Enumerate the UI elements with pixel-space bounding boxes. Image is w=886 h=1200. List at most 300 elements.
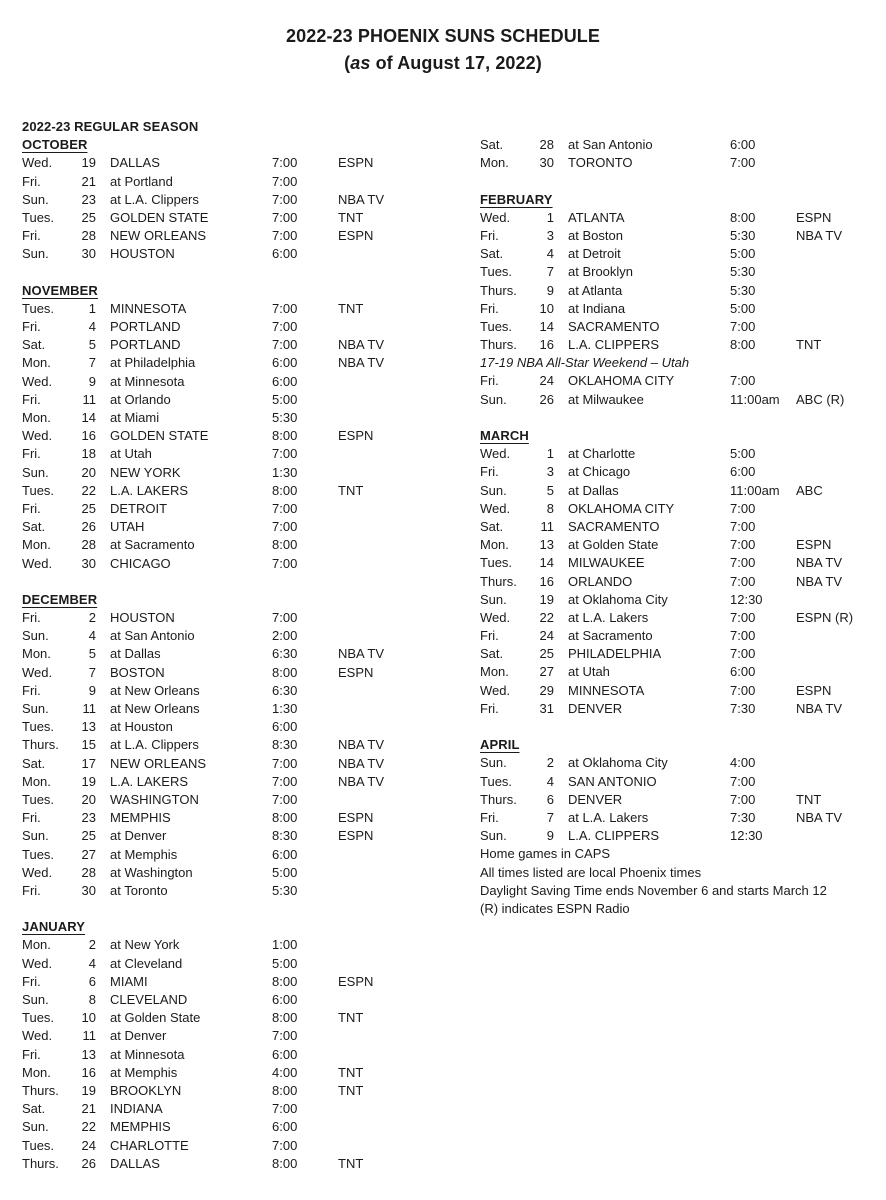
opponent-cell: WASHINGTON: [110, 791, 199, 807]
game-row: [480, 282, 880, 300]
day-cell: Tues.: [22, 300, 55, 316]
game-row: [22, 700, 436, 718]
opponent-cell: NEW ORLEANS: [110, 755, 207, 771]
network-cell: [796, 518, 880, 536]
network-cell: [796, 372, 880, 390]
network-cell: TNT: [338, 1064, 364, 1080]
time-cell: 7:00: [730, 500, 756, 516]
network-cell: ESPN: [796, 209, 832, 225]
opponent-cell: CHARLOTTE: [110, 1137, 189, 1153]
date-cell: 9: [546, 282, 554, 298]
time-cell: 6:00: [730, 664, 756, 680]
opponent-cell: at Boston: [568, 227, 623, 243]
game-row: [22, 209, 436, 227]
network-cell: NBA TV: [338, 646, 385, 662]
date-cell: 28: [81, 537, 96, 553]
time-cell: 11:00am: [730, 391, 780, 407]
opponent-cell: INDIANA: [110, 1101, 163, 1117]
time-cell: 5:30: [730, 282, 756, 298]
day-cell: Wed.: [480, 682, 511, 698]
date-cell: 21: [81, 173, 96, 189]
time-cell: 5:00: [730, 446, 756, 462]
game-row: [480, 300, 880, 318]
date-cell: 16: [539, 573, 554, 589]
day-cell: Thurs.: [22, 1155, 59, 1171]
time-cell: 8:00: [272, 482, 298, 498]
time-cell: 4:00: [730, 755, 756, 771]
time-cell: 1:30: [272, 464, 298, 480]
network-cell: [338, 445, 436, 463]
day-cell: Fri.: [22, 173, 41, 189]
date-cell: 4: [546, 246, 554, 262]
day-cell: Wed.: [480, 500, 511, 516]
opponent-cell: at Utah: [110, 446, 152, 462]
network-cell: [796, 663, 880, 681]
network-cell: [338, 627, 436, 645]
date-cell: 25: [81, 828, 96, 844]
network-cell: ESPN: [796, 537, 832, 553]
date-cell: 24: [81, 1137, 96, 1153]
date-cell: 9: [88, 373, 96, 389]
date-cell: 10: [81, 1010, 96, 1026]
date-cell: 30: [81, 246, 96, 262]
day-cell: Sun.: [22, 246, 49, 262]
opponent-cell: HOUSTON: [110, 246, 175, 262]
day-cell: Thurs.: [22, 1082, 59, 1098]
game-row: [22, 300, 436, 318]
network-cell: [796, 591, 880, 609]
opponent-cell: L.A. CLIPPERS: [568, 337, 660, 353]
network-cell: NBA TV: [338, 355, 385, 371]
date-cell: 9: [546, 828, 554, 844]
footnote-line: Home games in CAPS: [480, 846, 611, 862]
opponent-cell: at Houston: [110, 719, 173, 735]
opponent-cell: GOLDEN STATE: [110, 209, 209, 225]
network-cell: [796, 318, 880, 336]
network-cell: TNT: [338, 1010, 364, 1026]
opponent-cell: at Atlanta: [568, 282, 623, 298]
time-cell: 7:00: [730, 791, 756, 807]
time-cell: 6:00: [272, 992, 298, 1007]
time-cell: 8:00: [272, 428, 298, 444]
network-cell: [338, 1137, 436, 1155]
network-cell: [338, 846, 436, 864]
network-cell: NBA TV: [796, 700, 843, 716]
day-cell: Sun.: [480, 391, 507, 407]
month-header-label: APRIL: [480, 737, 520, 753]
day-cell: Wed.: [480, 609, 511, 625]
opponent-cell: at Detroit: [568, 246, 621, 262]
date-cell: 28: [81, 864, 96, 880]
date-cell: 24: [539, 628, 554, 644]
time-cell: 7:00: [730, 318, 756, 334]
game-row: [480, 573, 880, 591]
date-cell: 7: [546, 809, 554, 825]
date-cell: 7: [546, 264, 554, 280]
network-cell: [338, 1118, 436, 1136]
time-cell: 7:00: [272, 228, 298, 244]
game-row: [22, 482, 436, 500]
network-cell: TNT: [338, 209, 364, 225]
opponent-cell: CLEVELAND: [110, 992, 188, 1007]
game-row: [22, 991, 436, 1009]
day-cell: Tues.: [22, 791, 55, 807]
day-cell: Tues.: [22, 719, 55, 735]
day-cell: Tues.: [22, 482, 55, 498]
left-month-blocks: [22, 136, 436, 1173]
time-cell: 7:00: [730, 373, 756, 389]
month-block-february: [480, 191, 880, 409]
opponent-cell: ORLANDO: [568, 573, 633, 589]
footnotes: [480, 845, 880, 918]
date-cell: 26: [81, 1155, 96, 1171]
time-cell: 8:30: [272, 828, 298, 844]
game-row: [480, 136, 880, 154]
date-cell: 2: [546, 755, 554, 771]
network-cell: TNT: [338, 482, 364, 498]
day-cell: Fri.: [480, 300, 499, 316]
network-cell: [338, 555, 436, 573]
network-cell: [338, 882, 436, 900]
network-cell: [338, 955, 436, 973]
date-cell: 9: [88, 682, 96, 698]
game-row: [480, 682, 880, 700]
opponent-cell: PORTLAND: [110, 319, 181, 335]
opponent-cell: SACRAMENTO: [568, 318, 660, 334]
game-row: [22, 391, 436, 409]
day-cell: Sat.: [480, 246, 504, 262]
network-cell: ESPN: [338, 428, 374, 444]
game-row: [22, 664, 436, 682]
network-cell: NBA TV: [338, 755, 385, 771]
day-cell: Wed.: [22, 664, 53, 680]
date-cell: 19: [81, 773, 96, 789]
time-cell: 2:00: [272, 628, 298, 644]
network-cell: [338, 864, 436, 882]
opponent-cell: at L.A. Lakers: [568, 809, 649, 825]
network-cell: [796, 500, 880, 518]
date-cell: 2: [88, 610, 96, 626]
game-row: [480, 227, 880, 245]
opponent-cell: SACRAMENTO: [568, 518, 660, 534]
day-cell: Wed.: [22, 555, 53, 571]
opponent-cell: BOSTON: [110, 664, 165, 680]
game-row: [22, 318, 436, 336]
time-cell: 7:00: [272, 1101, 298, 1117]
network-cell: [796, 463, 880, 481]
time-cell: 8:00: [272, 1155, 298, 1171]
date-cell: 13: [81, 719, 96, 735]
game-row: [480, 773, 880, 791]
time-cell: 7:00: [730, 646, 756, 662]
network-cell: [338, 682, 436, 700]
opponent-cell: OKLAHOMA CITY: [568, 373, 675, 389]
network-cell: [338, 500, 436, 518]
network-cell: [338, 373, 436, 391]
game-row: [22, 955, 436, 973]
network-cell: [338, 936, 436, 954]
network-cell: [338, 609, 436, 627]
date-cell: 22: [81, 482, 96, 498]
game-row: [480, 318, 880, 336]
game-row: [480, 263, 880, 281]
time-cell: 8:00: [272, 537, 298, 553]
opponent-cell: at Memphis: [110, 1064, 178, 1080]
time-cell: 6:00: [272, 1119, 298, 1135]
time-cell: 12:30: [730, 828, 763, 844]
day-cell: Sun.: [480, 482, 507, 498]
opponent-cell: at Brooklyn: [568, 264, 634, 280]
game-row: [22, 154, 436, 172]
time-cell: 6:00: [272, 846, 298, 862]
page-title: [9, 23, 877, 77]
network-cell: ESPN: [338, 973, 374, 989]
time-cell: 7:00: [272, 319, 298, 335]
day-cell: Thurs.: [480, 573, 517, 589]
game-row: [22, 1046, 436, 1064]
date-cell: 6: [546, 791, 554, 807]
game-row: [480, 700, 880, 718]
time-cell: 7:00: [272, 1137, 298, 1153]
day-cell: Fri.: [22, 319, 41, 335]
network-cell: [338, 718, 436, 736]
day-cell: Sat.: [22, 755, 46, 771]
day-cell: Fri.: [22, 610, 41, 626]
day-cell: Wed.: [22, 155, 53, 171]
network-cell: [338, 700, 436, 718]
season-label: 2022-23 REGULAR SEASON: [22, 119, 199, 134]
network-cell: [796, 645, 880, 663]
game-row: [480, 663, 880, 681]
opponent-cell: L.A. CLIPPERS: [568, 828, 660, 844]
date-cell: 1: [546, 446, 554, 462]
date-cell: 15: [81, 737, 96, 753]
game-row: [22, 555, 436, 573]
time-cell: 8:30: [272, 737, 298, 753]
opponent-cell: DENVER: [568, 791, 623, 807]
game-row: [480, 609, 880, 627]
game-row: [480, 518, 880, 536]
network-cell: ESPN (R): [796, 609, 854, 625]
network-cell: NBA TV: [338, 773, 385, 789]
day-cell: Thurs.: [480, 791, 517, 807]
schedule-left-column: [22, 118, 436, 1173]
month-block-april: [480, 736, 880, 845]
time-cell: 5:30: [730, 264, 756, 280]
day-cell: Sat.: [22, 1101, 46, 1117]
date-cell: 20: [81, 464, 96, 480]
month-header: [480, 736, 880, 754]
day-cell: Tues.: [480, 555, 513, 571]
right-month-blocks: [480, 136, 880, 845]
date-cell: 30: [81, 882, 96, 898]
time-cell: 1:00: [272, 937, 298, 953]
date-cell: 11: [82, 701, 96, 716]
network-cell: ESPN: [338, 155, 374, 171]
date-cell: 13: [81, 1046, 96, 1062]
time-cell: 6:00: [272, 246, 298, 262]
opponent-cell: MEMPHIS: [110, 810, 171, 826]
date-cell: 25: [81, 209, 96, 225]
opponent-cell: MINNESOTA: [110, 300, 187, 316]
time-cell: 5:30: [272, 882, 298, 898]
opponent-cell: at Sacramento: [110, 537, 195, 553]
date-cell: 16: [81, 428, 96, 444]
day-cell: Wed.: [22, 955, 53, 971]
time-cell: 7:00: [730, 609, 756, 625]
opponent-cell: PHILADELPHIA: [568, 646, 662, 662]
day-cell: Sat.: [22, 519, 46, 535]
date-cell: 22: [539, 609, 554, 625]
game-row: [22, 1137, 436, 1155]
day-cell: Fri.: [22, 882, 41, 898]
day-cell: Sun.: [22, 464, 49, 480]
time-cell: 7:30: [730, 700, 756, 716]
game-row: [22, 645, 436, 663]
date-cell: 7: [88, 664, 96, 680]
day-cell: Fri.: [22, 500, 41, 516]
opponent-cell: DALLAS: [110, 155, 160, 171]
network-cell: [796, 154, 880, 172]
day-cell: Tues.: [480, 264, 513, 280]
game-row: [22, 973, 436, 991]
network-cell: [796, 245, 880, 263]
time-cell: 7:00: [730, 628, 756, 644]
game-row: [22, 791, 436, 809]
date-cell: 8: [88, 992, 96, 1007]
month-header-label: FEBRUARY: [480, 191, 553, 207]
opponent-cell: DENVER: [568, 700, 623, 716]
opponent-cell: at Orlando: [110, 391, 171, 407]
time-cell: 7:00: [272, 209, 298, 225]
opponent-cell: at Charlotte: [568, 446, 636, 462]
opponent-cell: DETROIT: [110, 500, 168, 516]
network-cell: [338, 1046, 436, 1064]
game-row: [22, 1100, 436, 1118]
date-cell: 19: [81, 1082, 96, 1098]
opponent-cell: at Chicago: [568, 464, 631, 480]
all-star-note: 17-19 NBA All-Star Weekend – Utah: [480, 355, 690, 371]
network-cell: NBA TV: [796, 573, 843, 589]
day-cell: Tues.: [480, 773, 513, 789]
opponent-cell: at San Antonio: [110, 628, 195, 644]
opponent-cell: at Milwaukee: [568, 391, 644, 407]
day-cell: Wed.: [22, 864, 53, 880]
time-cell: 6:00: [272, 719, 298, 735]
date-cell: 27: [539, 664, 554, 680]
time-cell: 7:00: [730, 537, 756, 553]
time-cell: 7:00: [730, 573, 756, 589]
day-cell: Fri.: [22, 973, 41, 989]
game-row: [480, 627, 880, 645]
network-cell: [338, 391, 436, 409]
opponent-cell: MILWAUKEE: [568, 555, 645, 571]
date-cell: 14: [539, 555, 554, 571]
date-cell: 25: [81, 500, 96, 516]
title-open-paren: (: [344, 53, 351, 73]
date-cell: 29: [539, 682, 554, 698]
game-row: [22, 718, 436, 736]
date-cell: 13: [539, 537, 554, 553]
game-row: [480, 372, 880, 390]
game-row: [22, 1027, 436, 1045]
date-cell: 4: [88, 628, 96, 644]
game-row: [22, 827, 436, 845]
game-row: [22, 445, 436, 463]
page-title-line1: 2022-23 PHOENIX SUNS SCHEDULE: [286, 26, 600, 46]
date-cell: 5: [88, 646, 96, 662]
game-row: [22, 336, 436, 354]
day-cell: Mon.: [22, 773, 51, 789]
date-cell: 3: [546, 464, 554, 480]
date-cell: 30: [81, 555, 96, 571]
time-cell: 8:00: [272, 1082, 298, 1098]
network-cell: [338, 536, 436, 554]
date-cell: 1: [546, 209, 554, 225]
month-header: [480, 427, 880, 445]
game-row: [22, 373, 436, 391]
day-cell: Fri.: [22, 810, 41, 826]
day-cell: Mon.: [22, 646, 51, 662]
time-cell: 12:30: [730, 591, 763, 607]
network-cell: NBA TV: [796, 227, 843, 243]
time-cell: 6:00: [272, 373, 298, 389]
opponent-cell: at Utah: [568, 664, 610, 680]
date-cell: 8: [546, 500, 554, 516]
opponent-cell: MEMPHIS: [110, 1119, 171, 1135]
time-cell: 8:00: [730, 337, 756, 353]
date-cell: 17: [81, 755, 96, 771]
day-cell: Mon.: [480, 155, 509, 171]
time-cell: 5:00: [272, 391, 298, 407]
opponent-cell: OKLAHOMA CITY: [568, 500, 675, 516]
day-cell: Mon.: [22, 937, 51, 953]
title-date-text: of August 17, 2022): [370, 53, 542, 73]
day-cell: Fri.: [22, 228, 41, 244]
game-row: [480, 209, 880, 227]
opponent-cell: at L.A. Clippers: [110, 191, 199, 207]
month-header: [480, 191, 880, 209]
opponent-cell: at Sacramento: [568, 628, 653, 644]
date-cell: 31: [539, 700, 554, 716]
opponent-cell: PORTLAND: [110, 337, 181, 353]
time-cell: 5:30: [272, 410, 298, 425]
day-cell: Thurs.: [480, 282, 517, 298]
day-cell: Mon.: [22, 355, 51, 371]
footnote-line: Daylight Saving Time ends November 6 and starts March 12: [480, 882, 827, 898]
month-block-october: [22, 136, 436, 263]
game-row: [22, 736, 436, 754]
day-cell: Sat.: [480, 518, 504, 534]
month-header: [22, 282, 436, 300]
opponent-cell: UTAH: [110, 519, 145, 535]
day-cell: Sat.: [480, 137, 504, 152]
opponent-cell: L.A. LAKERS: [110, 773, 189, 789]
time-cell: 6:00: [272, 355, 298, 371]
month-block-november: [22, 282, 436, 573]
day-cell: Sun.: [22, 701, 49, 716]
date-cell: 27: [81, 846, 96, 862]
date-cell: 24: [539, 373, 554, 389]
game-row: [22, 1082, 436, 1100]
date-cell: 10: [539, 300, 554, 316]
date-cell: 14: [539, 318, 554, 334]
opponent-cell: at Dallas: [568, 482, 619, 498]
opponent-cell: at Portland: [110, 173, 173, 189]
day-cell: Mon.: [22, 410, 51, 425]
game-row: [22, 864, 436, 882]
day-cell: Fri.: [480, 628, 499, 644]
